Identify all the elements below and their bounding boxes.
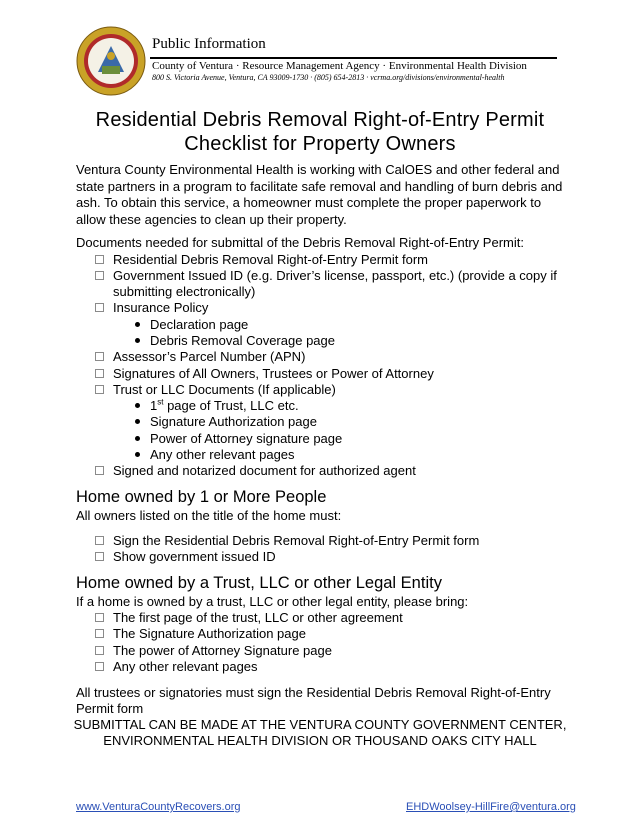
submittal-notice-line2: ENVIRONMENTAL HEALTH DIVISION OR THOUSAND OAKS CITY HALL bbox=[103, 733, 537, 748]
list-item: Sign the Residential Debris Removal Right-of-Entry Permit form bbox=[95, 533, 479, 550]
checkbox-icon[interactable] bbox=[95, 352, 104, 361]
list-item: Residential Debris Removal Right-of-Entry Permit form bbox=[95, 252, 428, 269]
checkbox-icon[interactable] bbox=[95, 466, 104, 475]
footer-website-link[interactable]: www.VenturaCountyRecovers.org bbox=[76, 801, 241, 813]
list-item: Government Issued ID (e.g. Driver’s license, passport, etc.) (provide a copy if bbox=[95, 268, 557, 285]
sub-list-item: Power of Attorney signature page bbox=[135, 431, 342, 448]
list-item: Signatures of All Owners, Trustees or Power of Attorney bbox=[95, 366, 434, 383]
list-item: Show government issued ID bbox=[95, 549, 276, 566]
checkbox-icon[interactable] bbox=[95, 629, 104, 638]
sub-list-item: Debris Removal Coverage page bbox=[135, 333, 335, 350]
documents-lead: Documents needed for submittal of the Debris Removal Right-of-Entry Permit: bbox=[76, 235, 524, 250]
checkbox-icon[interactable] bbox=[95, 369, 104, 378]
bullet-icon bbox=[135, 403, 140, 408]
checkbox-icon[interactable] bbox=[95, 613, 104, 622]
people-lead: All owners listed on the title of the home must: bbox=[76, 508, 342, 523]
intro-paragraph: Ventura County Environmental Health is working with CalOES and other federal and state partners in a program to facilitate safe removal and handling of burn debris and ash. To obtain this service, a homeowner must complete the proper paperwork to allow these agencies to clean up their property. bbox=[76, 162, 563, 227]
footer-email-link[interactable]: EHDWoolsey-HillFire@ventura.org bbox=[406, 801, 576, 813]
header-address-line: 800 S. Victoria Avenue, Ventura, CA 93009-1730 · (805) 654-2813 · vcrma.org/divisions/environmental-health bbox=[152, 73, 505, 82]
checkbox-icon[interactable] bbox=[95, 536, 104, 545]
county-seal-icon bbox=[76, 26, 146, 96]
trust-lead: If a home is owned by a trust, LLC or other legal entity, please bring: bbox=[76, 594, 469, 609]
closing-line2: Permit form bbox=[76, 701, 144, 716]
header-rule bbox=[150, 57, 557, 59]
checkbox-icon[interactable] bbox=[95, 662, 104, 671]
list-item: Insurance Policy bbox=[95, 300, 208, 317]
list-item: Assessor’s Parcel Number (APN) bbox=[95, 349, 305, 366]
list-item: The Signature Authorization page bbox=[95, 626, 306, 643]
sub-list-item: 1st page of Trust, LLC etc. bbox=[135, 398, 299, 415]
list-item: The power of Attorney Signature page bbox=[95, 643, 332, 660]
header-agency-line: County of Ventura · Resource Management Agency · Environmental Health Division bbox=[152, 60, 527, 72]
sub-list-item: Declaration page bbox=[135, 317, 248, 334]
checkbox-icon[interactable] bbox=[95, 255, 104, 264]
bullet-icon bbox=[135, 419, 140, 424]
document-title-line1: Residential Debris Removal Right-of-Entry Permit bbox=[95, 109, 545, 131]
closing-line1: All trustees or signatories must sign the Residential Debris Removal Right-of-Entry bbox=[76, 685, 551, 700]
header-title: Public Information bbox=[152, 36, 266, 52]
submittal-notice-line1: SUBMITTAL CAN BE MADE AT THE VENTURA COUNTY GOVERNMENT CENTER, bbox=[73, 717, 567, 732]
sub-list-item: Any other relevant pages bbox=[135, 447, 295, 464]
bullet-icon bbox=[135, 322, 140, 327]
section-heading-trust: Home owned by a Trust, LLC or other Legal Entity bbox=[76, 574, 442, 592]
bullet-icon bbox=[135, 452, 140, 457]
sub-list-item: Signature Authorization page bbox=[135, 414, 317, 431]
checkbox-icon[interactable] bbox=[95, 385, 104, 394]
list-item: Trust or LLC Documents (If applicable) bbox=[95, 382, 336, 399]
checkbox-icon[interactable] bbox=[95, 552, 104, 561]
document-title-line2: Checklist for Property Owners bbox=[184, 133, 456, 155]
section-heading-people: Home owned by 1 or More People bbox=[76, 488, 327, 506]
checkbox-icon[interactable] bbox=[95, 271, 104, 280]
list-item: Any other relevant pages bbox=[95, 659, 258, 676]
list-item: Signed and notarized document for authorized agent bbox=[95, 463, 416, 480]
bullet-icon bbox=[135, 436, 140, 441]
bullet-icon bbox=[135, 338, 140, 343]
checkbox-icon[interactable] bbox=[95, 303, 104, 312]
list-item: The first page of the trust, LLC or other agreement bbox=[95, 610, 403, 627]
checkbox-icon[interactable] bbox=[95, 646, 104, 655]
list-item-continuation: submitting electronically) bbox=[113, 284, 256, 299]
